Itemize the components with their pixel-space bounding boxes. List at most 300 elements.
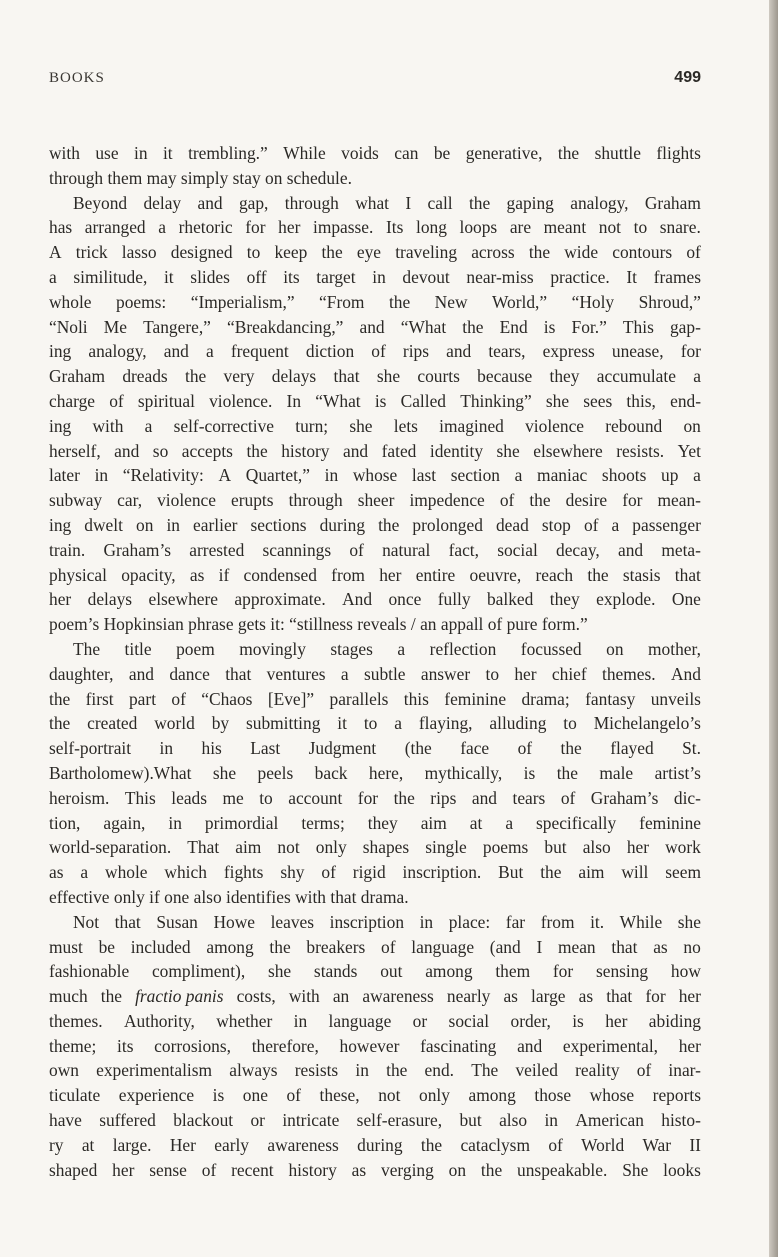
word: not xyxy=(277,837,300,858)
text-line xyxy=(49,935,701,960)
word: out xyxy=(380,961,403,982)
word: her xyxy=(379,564,402,585)
word: the xyxy=(269,936,291,957)
text-line xyxy=(49,166,701,191)
word: through xyxy=(49,167,104,188)
word: effective xyxy=(49,886,110,907)
word: of xyxy=(499,490,515,511)
word: dic- xyxy=(673,787,701,808)
word: movingly xyxy=(239,638,306,659)
word: Graham’s xyxy=(590,787,659,808)
word: must xyxy=(49,936,83,957)
word: Howe xyxy=(213,911,256,932)
word: rhetoric xyxy=(178,217,233,238)
word: and xyxy=(128,663,154,684)
word: eye xyxy=(356,242,382,263)
word: in xyxy=(372,266,386,287)
word: suffered xyxy=(99,1110,156,1131)
word: In xyxy=(286,390,302,411)
word: specifically xyxy=(536,812,617,833)
word: recent xyxy=(231,1159,274,1180)
word: decay, xyxy=(556,539,600,560)
word: drama. xyxy=(360,886,409,907)
word: the xyxy=(556,762,578,783)
text-line xyxy=(49,389,701,414)
word: dance xyxy=(169,663,210,684)
word: in xyxy=(293,1010,308,1031)
word: social xyxy=(448,1010,490,1031)
word: are xyxy=(509,217,532,238)
word: approximate. xyxy=(234,589,326,610)
word: impasse. xyxy=(312,217,374,238)
word: pure xyxy=(506,614,538,635)
word: her xyxy=(605,1010,628,1031)
word: This xyxy=(622,316,654,337)
word: entire xyxy=(415,564,456,585)
word: earlier xyxy=(193,514,238,535)
word: always xyxy=(229,1060,278,1081)
word: (the xyxy=(404,738,432,759)
word: can xyxy=(394,143,419,163)
word: back xyxy=(314,762,348,783)
word: her xyxy=(678,986,701,1007)
word: as xyxy=(503,986,518,1007)
word: she xyxy=(349,415,373,436)
word: But xyxy=(498,862,524,883)
word: that xyxy=(225,663,252,684)
word: flights xyxy=(656,143,701,163)
word: and xyxy=(446,341,472,362)
word: Called xyxy=(400,390,447,411)
word: accepts xyxy=(181,440,233,461)
word: daughter, xyxy=(49,663,114,684)
word: verging xyxy=(381,1159,434,1180)
word: a xyxy=(144,415,153,436)
word: tears, xyxy=(488,341,526,362)
text-line xyxy=(49,612,701,637)
word: her xyxy=(112,1159,135,1180)
word: New xyxy=(434,291,468,312)
word: in xyxy=(355,1060,369,1081)
word: last xyxy=(411,465,437,486)
word: sensing xyxy=(595,961,649,982)
word: corrosions, xyxy=(154,1035,231,1056)
word: gets xyxy=(237,614,266,635)
word: alluding xyxy=(489,713,547,734)
word: and xyxy=(197,192,223,213)
word: her xyxy=(626,837,650,858)
word: frequent xyxy=(230,341,289,362)
word: rips xyxy=(430,787,457,808)
text-line xyxy=(49,761,701,786)
word: through xyxy=(284,192,339,213)
text-line xyxy=(49,240,701,265)
word: the xyxy=(386,1060,408,1081)
word: tears xyxy=(512,787,546,808)
word: devout xyxy=(402,266,450,287)
word: later xyxy=(49,465,80,486)
word: Susan xyxy=(156,911,198,932)
page-number: 499 xyxy=(674,69,701,86)
word: it xyxy=(162,143,173,163)
word: violence xyxy=(157,490,216,511)
word: of xyxy=(171,688,186,709)
word: no xyxy=(683,936,701,957)
word: One xyxy=(671,589,701,610)
word: a xyxy=(80,862,89,883)
word: flayed xyxy=(610,738,654,759)
word: elsewhere xyxy=(533,440,603,461)
word: reach xyxy=(535,564,574,585)
word: to xyxy=(563,713,577,734)
word: subway xyxy=(49,490,103,511)
page-edge xyxy=(769,0,778,1257)
text-line xyxy=(49,538,701,563)
word: of xyxy=(583,514,599,535)
text-line xyxy=(49,141,701,166)
word: very xyxy=(223,366,255,387)
word: snare. xyxy=(659,217,701,238)
word: “Breakdancing,” xyxy=(227,316,344,337)
word: off xyxy=(246,266,267,287)
word: she xyxy=(677,911,701,932)
word: a xyxy=(693,465,701,486)
word: Judgment xyxy=(308,738,377,759)
word: themes. xyxy=(49,1010,103,1031)
word: trick xyxy=(75,242,108,263)
word: also xyxy=(193,886,222,907)
word: themes. xyxy=(602,663,656,684)
word: While xyxy=(619,911,663,932)
word: the xyxy=(557,143,580,163)
word: near-miss xyxy=(466,266,534,287)
word: because xyxy=(477,366,533,387)
text-line xyxy=(49,1108,701,1133)
word: rigid xyxy=(352,862,386,883)
text-line xyxy=(49,1034,701,1059)
word: that xyxy=(333,366,360,387)
word: fully xyxy=(437,589,471,610)
word: may xyxy=(146,167,177,188)
word: ventures xyxy=(266,663,326,684)
word: intricate xyxy=(282,1110,340,1131)
word: drama; xyxy=(521,688,570,709)
word: shuttle xyxy=(594,143,641,163)
word: an xyxy=(332,986,350,1007)
word: has xyxy=(49,217,73,238)
word: history xyxy=(288,1159,337,1180)
word: of xyxy=(381,936,396,957)
word: it: xyxy=(270,614,285,635)
word: stages xyxy=(330,638,373,659)
word: fractio panis xyxy=(135,986,224,1007)
word: with xyxy=(92,415,124,436)
text-line xyxy=(49,637,701,662)
word: trembling.” xyxy=(188,143,268,163)
word: in xyxy=(419,911,434,932)
text-line xyxy=(49,910,701,935)
word: imagined xyxy=(439,415,504,436)
word: social xyxy=(497,539,538,560)
word: only xyxy=(419,1085,450,1106)
word: violence. xyxy=(209,390,273,411)
word: prolonged xyxy=(412,514,483,535)
word: II xyxy=(689,1134,701,1155)
word: gap, xyxy=(238,192,269,213)
word: not xyxy=(598,217,621,238)
section-label: BOOKS xyxy=(49,70,105,86)
word: meant xyxy=(543,217,587,238)
word: I xyxy=(405,192,412,213)
word: if xyxy=(149,886,160,907)
word: She xyxy=(622,1159,649,1180)
word: in xyxy=(159,738,174,759)
word: one xyxy=(242,1085,268,1106)
word: at xyxy=(81,1134,95,1155)
word: a xyxy=(340,663,349,684)
word: opacity, xyxy=(121,564,176,585)
word: courts xyxy=(417,366,460,387)
word: with xyxy=(288,986,320,1007)
word: they xyxy=(549,589,580,610)
word: among xyxy=(425,961,473,982)
word: Graham’s xyxy=(103,539,172,560)
text-line xyxy=(49,885,701,910)
text-line xyxy=(49,736,701,761)
word: aim xyxy=(235,837,262,858)
word: whole xyxy=(105,862,148,883)
word: fascinating xyxy=(420,1035,497,1056)
word: far xyxy=(505,911,526,932)
word: up xyxy=(661,465,679,486)
word: Quartet,” xyxy=(245,465,310,486)
word: accumulate xyxy=(596,366,676,387)
word: her xyxy=(49,589,72,610)
word: for xyxy=(245,217,266,238)
word: her xyxy=(278,217,301,238)
text-line xyxy=(49,587,701,612)
word: on xyxy=(606,638,624,659)
word: the xyxy=(378,514,400,535)
word: fantasy xyxy=(585,688,636,709)
word: self-portrait xyxy=(49,738,132,759)
word: world-separation. xyxy=(49,837,172,858)
word: whose xyxy=(589,1085,635,1106)
word: “What xyxy=(315,390,361,411)
word: those xyxy=(534,1085,572,1106)
word: ing xyxy=(49,415,72,436)
word: for xyxy=(552,961,574,982)
word: during xyxy=(319,514,366,535)
word: American xyxy=(575,1110,644,1131)
word: unveils xyxy=(650,688,701,709)
word: resists xyxy=(294,1060,339,1081)
word: lasso xyxy=(121,242,157,263)
text-line xyxy=(49,563,701,588)
word: a xyxy=(693,366,701,387)
word: loops xyxy=(459,217,498,238)
word: that xyxy=(611,936,638,957)
word: in xyxy=(324,465,339,486)
word: I xyxy=(536,936,543,957)
word: once xyxy=(388,589,422,610)
word: or xyxy=(250,1110,265,1131)
word: focussed xyxy=(520,638,582,659)
word: she xyxy=(267,961,292,982)
word: this xyxy=(403,688,429,709)
word: mean xyxy=(557,936,596,957)
text-line xyxy=(49,711,701,736)
text-line xyxy=(49,860,701,885)
word: primordial xyxy=(204,812,279,833)
word: which xyxy=(164,862,207,883)
word: the xyxy=(468,192,491,213)
word: that xyxy=(606,986,633,1007)
word: poems xyxy=(482,837,529,858)
word: again, xyxy=(103,812,146,833)
word: herself, xyxy=(49,440,101,461)
word: cataclysm xyxy=(460,1134,530,1155)
word: the xyxy=(420,1134,443,1155)
text-line xyxy=(49,687,701,712)
word: This xyxy=(124,787,156,808)
word: of xyxy=(349,539,364,560)
word: designed xyxy=(170,242,233,263)
word: title xyxy=(124,638,152,659)
word: arranged xyxy=(84,217,146,238)
word: a xyxy=(397,638,406,659)
word: early xyxy=(214,1134,250,1155)
word: similitude, xyxy=(73,266,148,287)
word: this, xyxy=(626,390,656,411)
text-line xyxy=(49,315,701,340)
word: feminine xyxy=(639,812,701,833)
word: keep xyxy=(274,242,308,263)
word: that xyxy=(330,886,357,907)
word: sections xyxy=(250,514,307,535)
word: for xyxy=(357,787,379,808)
word: the xyxy=(100,986,122,1007)
word: but xyxy=(544,837,567,858)
word: gap- xyxy=(669,316,701,337)
word: of xyxy=(286,1085,301,1106)
word: its xyxy=(117,1035,134,1056)
word: chief xyxy=(551,663,587,684)
text-line xyxy=(49,1058,701,1083)
word: And xyxy=(670,663,701,684)
word: world xyxy=(154,713,195,734)
word: leads xyxy=(171,787,207,808)
word: histo- xyxy=(661,1110,701,1131)
word: created xyxy=(87,713,138,734)
word: stay xyxy=(232,167,261,188)
word: Michelangelo’s xyxy=(593,713,701,734)
word: “What xyxy=(400,316,447,337)
word: ry xyxy=(49,1134,64,1155)
running-header xyxy=(49,70,701,92)
word: voids xyxy=(341,143,379,163)
word: call xyxy=(427,192,453,213)
word: Beyond xyxy=(73,192,128,213)
word: have xyxy=(49,1110,82,1131)
word: whose xyxy=(352,465,398,486)
word: as xyxy=(653,936,668,957)
word: nearly xyxy=(446,986,491,1007)
word: and xyxy=(359,316,385,337)
word: the xyxy=(587,564,609,585)
word: fact, xyxy=(448,539,479,560)
word: fights xyxy=(223,862,264,883)
text-line xyxy=(49,215,701,240)
word: she xyxy=(376,366,401,387)
word: it xyxy=(337,713,347,734)
word: on xyxy=(448,1159,467,1180)
word: during xyxy=(357,1134,403,1155)
word: she xyxy=(496,440,520,461)
word: with xyxy=(295,886,326,907)
word: long xyxy=(415,217,447,238)
word: among xyxy=(468,1085,516,1106)
word: practice. xyxy=(550,266,610,287)
word: the xyxy=(388,291,411,312)
word: Not xyxy=(73,911,100,932)
word: by xyxy=(211,713,230,734)
word: inscription. xyxy=(402,862,482,883)
word: of xyxy=(201,1159,217,1180)
word: her xyxy=(678,1035,701,1056)
word: so xyxy=(152,440,169,461)
word: A xyxy=(218,465,232,486)
word: inscription xyxy=(329,911,405,932)
word: terms; xyxy=(301,812,345,833)
word: heroism. xyxy=(49,787,110,808)
word: Last xyxy=(250,738,281,759)
word: only xyxy=(113,886,145,907)
word: also xyxy=(499,1110,528,1131)
text-line xyxy=(49,513,701,538)
word: whole xyxy=(49,291,92,312)
word: the xyxy=(462,316,484,337)
word: male xyxy=(599,762,634,783)
word: unspeakable. xyxy=(517,1159,608,1180)
word: Its xyxy=(385,217,404,238)
word: lets xyxy=(393,415,418,436)
word: his xyxy=(201,738,222,759)
word: of xyxy=(321,862,336,883)
word: inar- xyxy=(668,1060,701,1081)
word: Thinking” xyxy=(460,390,532,411)
text-line xyxy=(49,488,701,513)
word: for xyxy=(680,341,701,362)
word: World,” xyxy=(492,291,548,312)
word: mythically, xyxy=(424,762,503,783)
word: the xyxy=(393,787,415,808)
word: to xyxy=(246,242,261,263)
word: and xyxy=(163,341,189,362)
word: to xyxy=(633,217,648,238)
word: tion, xyxy=(49,812,81,833)
word: of xyxy=(560,787,576,808)
word: experimental, xyxy=(562,1035,659,1056)
word: on xyxy=(683,415,701,436)
word: physical xyxy=(49,564,107,585)
word: that xyxy=(674,564,701,585)
word: dwelt xyxy=(84,514,123,535)
word: flaying, xyxy=(418,713,473,734)
word: ing xyxy=(49,341,72,362)
word: from xyxy=(540,911,575,932)
word: artist’s xyxy=(654,762,701,783)
